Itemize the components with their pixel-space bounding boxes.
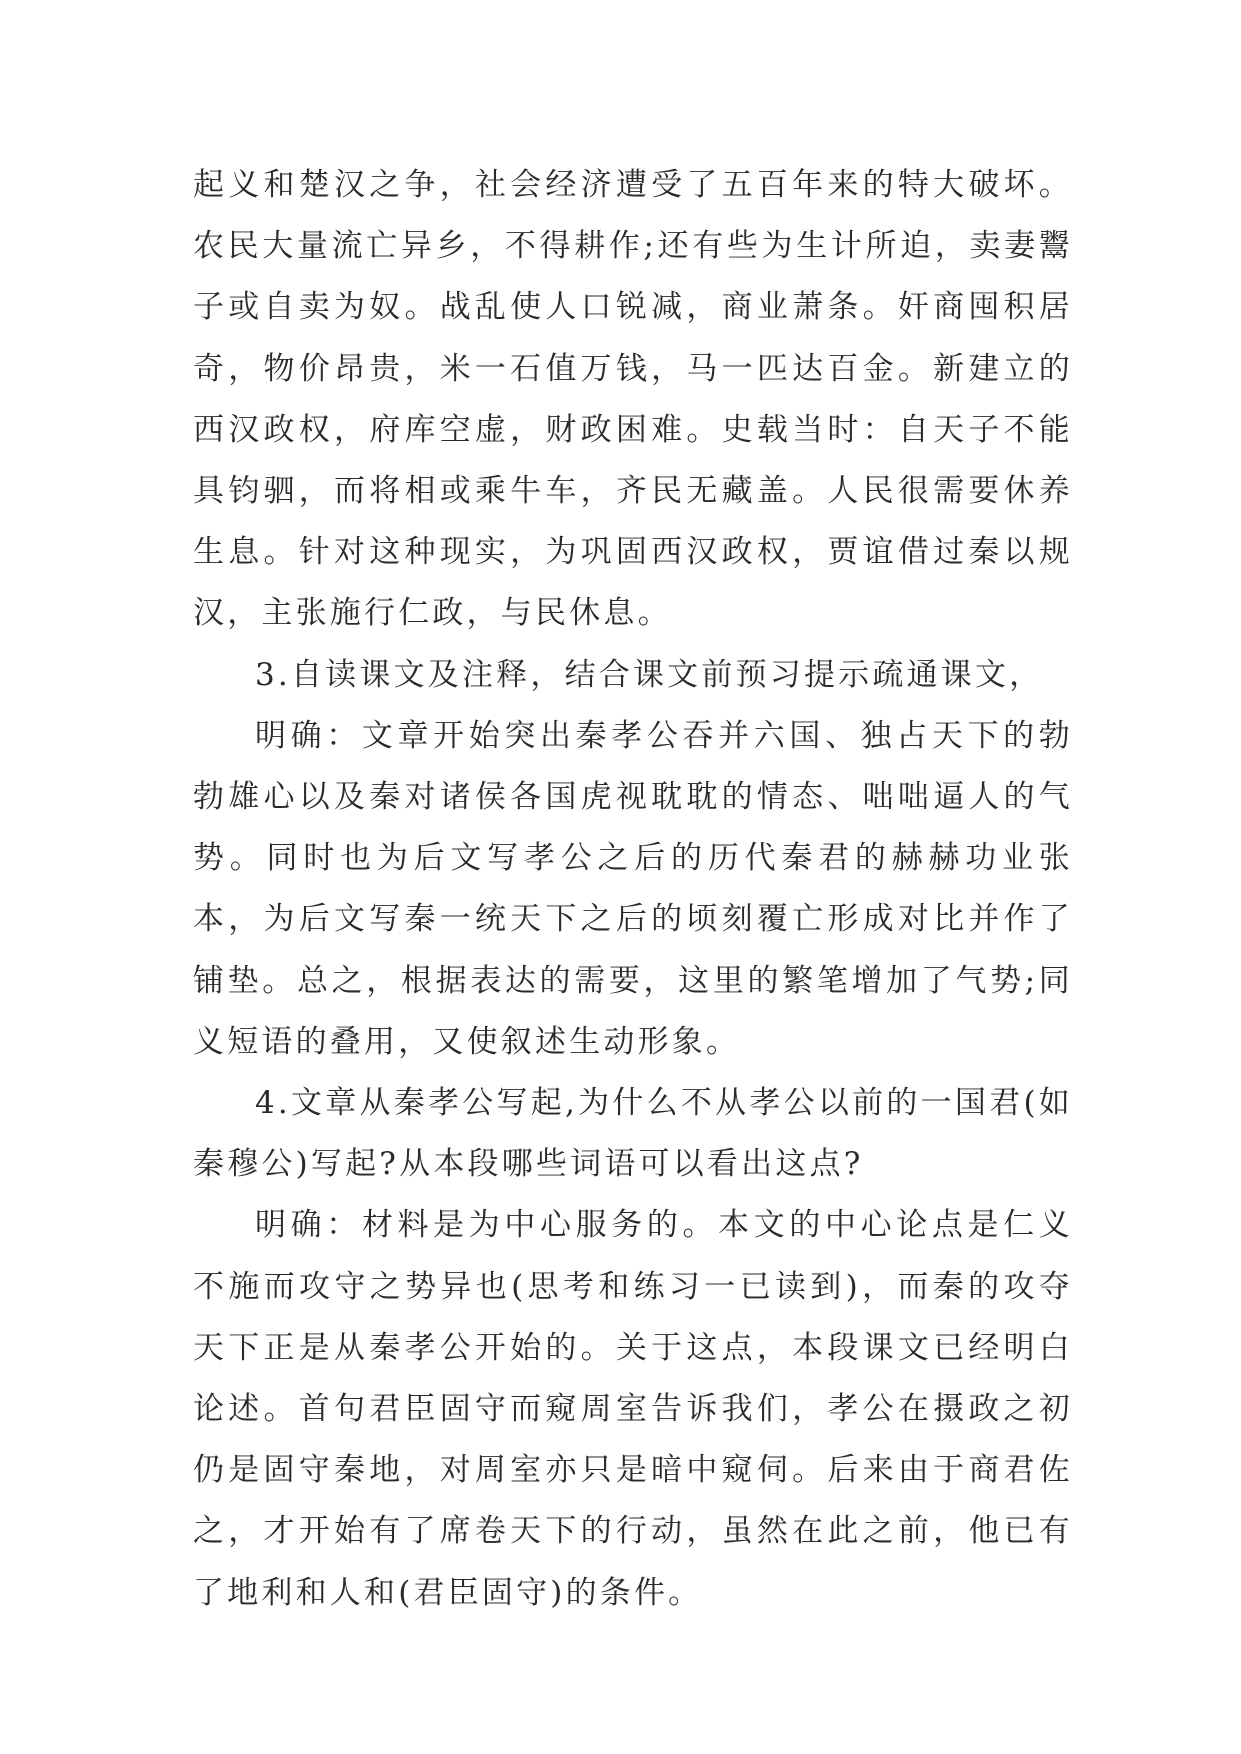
paragraph-question-4: 4.文章从秦孝公写起,为什么不从孝公以前的一国君(如秦穆公)写起?从本段哪些词语可以看出这点? — [193, 1085, 1073, 1183]
paragraph-historical-background: 起义和楚汉之争，社会经济遭受了五百年来的特大破坏。农民大量流亡异乡，不得耕作;还有些为生计所迫，卖妻鬻子或自卖为奴。战乱使人口锐减，商业萧条。奸商囤积居奇，物价昂贵，米一石值万钱，马一匹达百金。新建立的西汉政权，府库空虚，财政困难。史载当时：自天子不能具钧驷，而将相或乘牛车，齐民无藏盖。人民很需要休养生息。针对这种现实，为巩固西汉政权，贾谊借过秦以规汉，主张施行仁政，与民休息。 — [193, 167, 1073, 632]
paragraph-answer-4: 明确：材料是为中心服务的。本文的中心论点是仁义不施而攻守之势异也(思考和练习一已读到)，而秦的攻夺天下正是从秦孝公开始的。关于这点，本段课文已经明白论述。首句君臣固守而窥周室告诉我们，孝公在摄政之初仍是固守秦地，对周室亦只是暗中窥伺。后来由于商君佐之，才开始有了席卷天下的行动，虽然在此之前，他已有了地利和人和(君臣固守)的条件。 — [193, 1207, 1073, 1611]
paragraph-question-3: 3.自读课文及注释，结合课文前预习提示疏通课文， — [255, 656, 1044, 693]
paragraph-answer-3: 明确：文章开始突出秦孝公吞并六国、独占天下的勃勃雄心以及秦对诸侯各国虎视耽耽的情态、咄咄逼人的气势。同时也为后文写孝公之后的历代秦君的赫赫功业张本，为后文写秦一统天下之后的顷刻覆亡形成对比并作了铺垫。总之，根据表达的需要，这里的繁笔增加了气势;同义短语的叠用，又使叙述生动形象。 — [193, 717, 1073, 1060]
document-body — [193, 155, 1073, 1624]
